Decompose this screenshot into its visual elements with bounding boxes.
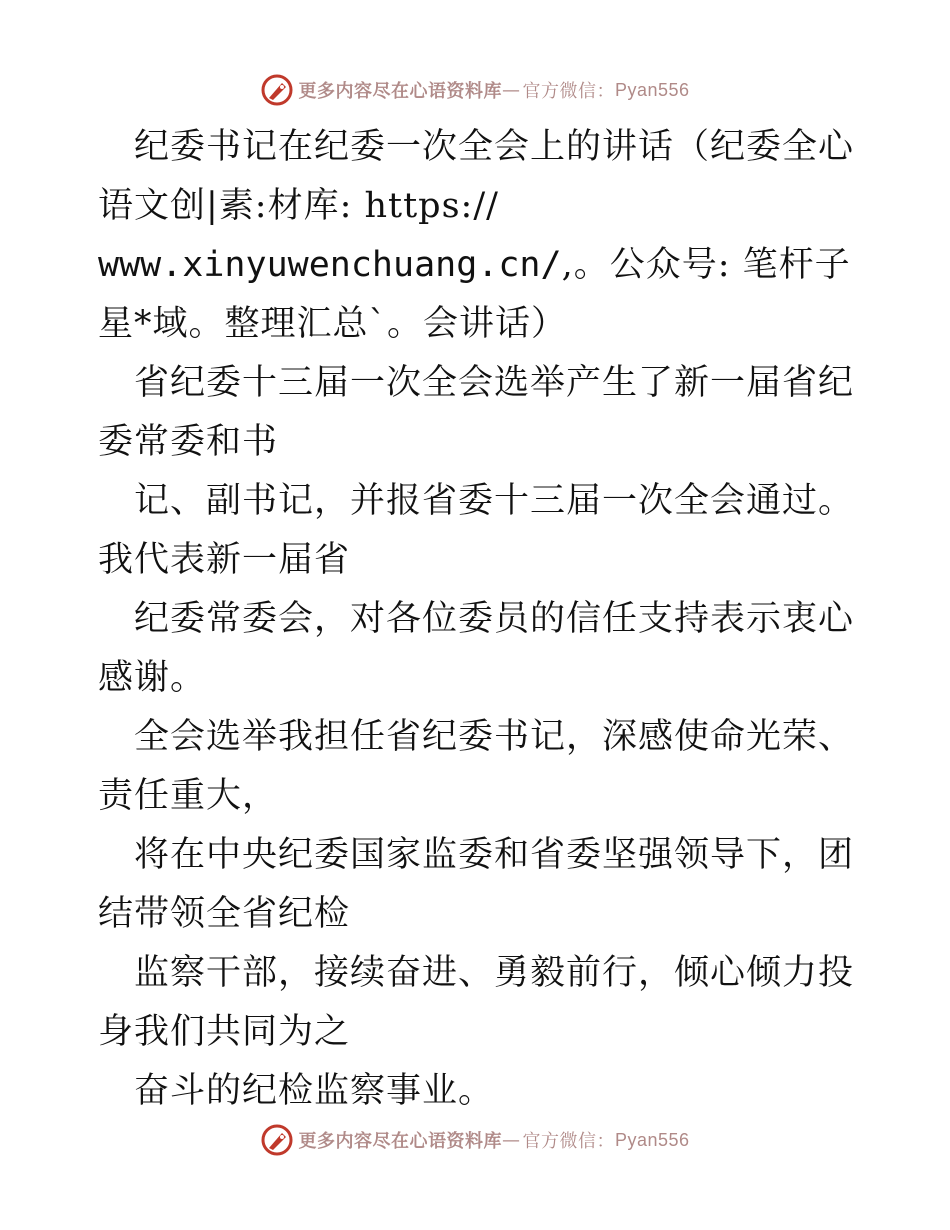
title-text: 纪委书记在纪委一次全会上的讲话（纪委全心语文创|素:材库: https:// [98,127,855,226]
banner-wechat-label: 官方微信： [522,1131,615,1152]
banner-wechat-id: Pyan556 [614,1129,690,1150]
source-link[interactable]: www.xinyuwenchuang.cn/ [98,245,562,285]
paragraph: 纪委常委会，对各位委员的信任支持表示衷心感谢。 [98,599,855,698]
paragraph: 将在中央纪委国家监委和省委坚强领导下，团结带领全省纪检 [98,835,855,934]
paragraph: 监察干部，接续奋进、勇毅前行，倾心倾力投身我们共同为之 [98,953,855,1052]
banner-separator: — [501,1129,521,1151]
banner-title: 更多内容尽在心语资料库 [298,1131,502,1152]
title-suffix: ,。公众号: 笔杆子星*域。整理汇总`。会讲话） [98,245,851,344]
document-body [98,118,858,1121]
pen-nib-circle-icon [260,1123,294,1157]
banner-wechat-label: 官方微信： [522,81,615,102]
banner-title: 更多内容尽在心语资料库 [298,81,502,102]
banner-separator: — [501,79,521,101]
paragraph: 省纪委十三届一次全会选举产生了新一届省纪委常委和书 [98,363,855,462]
banner-wechat-id: Pyan556 [614,79,690,100]
pen-nib-circle-icon [260,73,294,107]
paragraph: 全会选举我担任省纪委书记，深感使命光荣、责任重大， [98,717,855,816]
paragraph: 记、副书记，并报省委十三届一次全会通过。我代表新一届省 [98,481,855,580]
header-banner [0,70,950,110]
footer-banner [0,1120,950,1160]
paragraph-title [98,118,858,354]
paragraph: 奋斗的纪检监察事业。 [134,1071,495,1111]
